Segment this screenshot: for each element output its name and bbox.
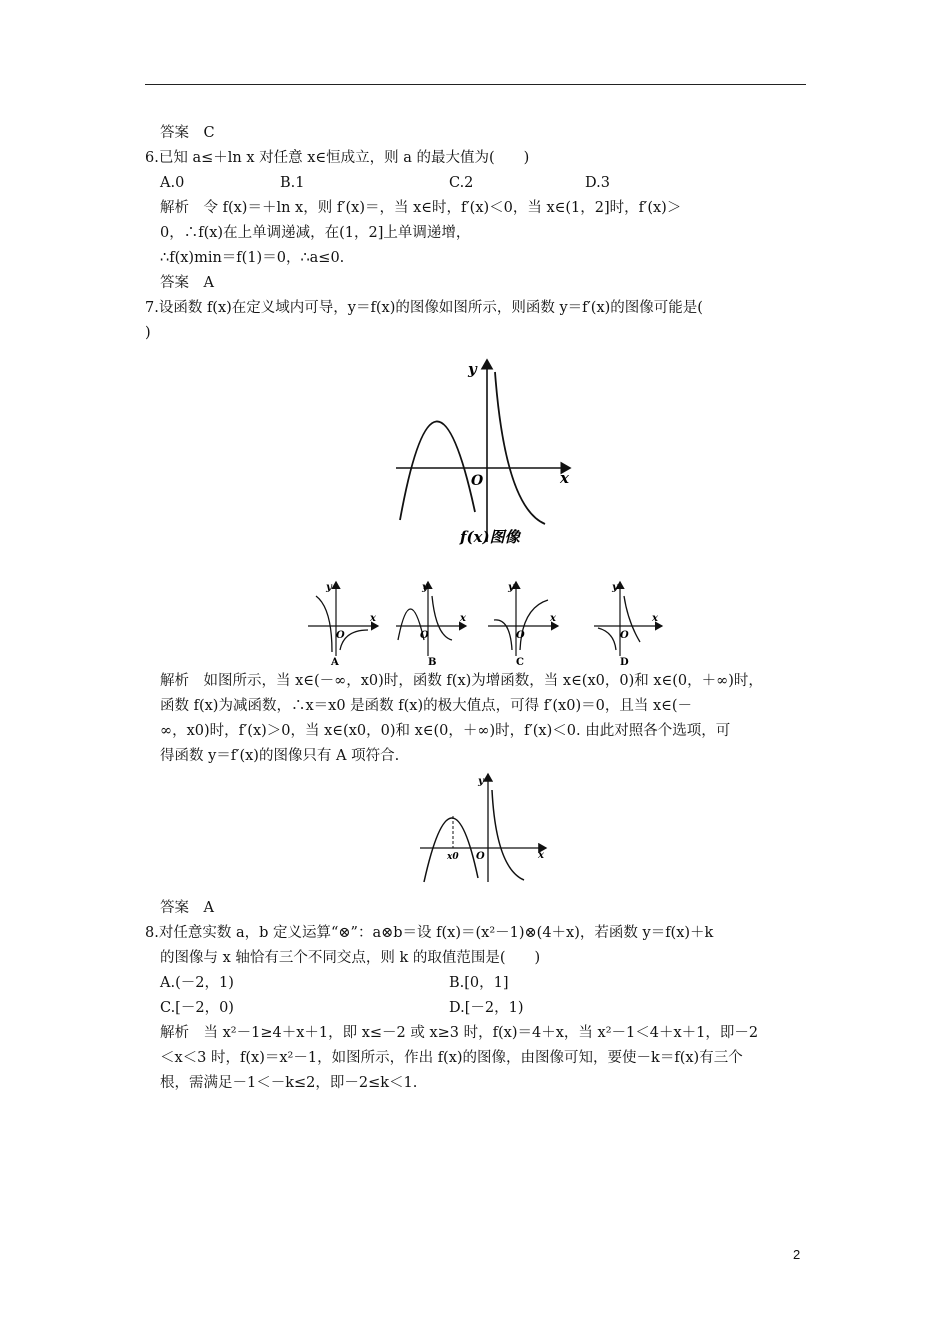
origin-label: O (476, 851, 485, 862)
q6-option-b: B.1 (280, 175, 305, 191)
q8-analysis-line: 根，需满足－1＜－k≤2，即－2≤k＜1. (160, 1075, 418, 1091)
axis-x-label: x (538, 850, 544, 861)
figure-caption: f(x)图像 (460, 528, 520, 546)
choice-label: B (428, 657, 437, 668)
q8-option-c: C.[－2，0) (160, 1000, 234, 1016)
axis-x-label: x (652, 613, 658, 624)
axis-x-label: x (560, 469, 569, 487)
q7-analysis-line: 函数 f(x)为减函数，∴x＝x0 是函数 f(x)的极大值点，可得 f′(x0)＝0，且当 x∈(－ (160, 698, 693, 714)
header-rule (145, 84, 806, 85)
axis-x-label: x (370, 613, 376, 624)
x0-label: x0 (447, 852, 459, 862)
q8-stem-line: 8.对任意实数 a，b 定义运算“⊗”：a⊗b＝设 f(x)＝(x²－1)⊗(4＋x)，若函数 y＝f(x)＋k (145, 925, 714, 941)
choice-label: C (516, 657, 524, 668)
q8-analysis-line: ＜x＜3 时，f(x)＝x²－1，如图所示，作出 f(x)的图像，由图像可知，要使－k＝f(x)有三个 (160, 1050, 743, 1066)
f-curve-right (495, 372, 545, 524)
curve-right (432, 596, 452, 640)
origin-label: O (620, 630, 629, 641)
origin-label: O (471, 473, 484, 489)
axis-y-label: y (508, 582, 514, 593)
curve-right (520, 600, 548, 650)
q6-analysis-line: ∴f(x)min＝f(1)＝0，∴a≤0. (160, 250, 345, 266)
q7-analysis-line: ∞，x0)时，f′(x)＞0，当 x∈(x0，0)和 x∈(0，＋∞)时，f′(x)＜0. 由此对照各个选项，可 (160, 723, 731, 739)
q8-analysis-line: 解析 当 x²－1≥4＋x＋1，即 x≤－2 或 x≥3 时，f(x)＝4＋x，当 x²－1＜4＋x＋1，即－2 (160, 1025, 759, 1041)
axis-y-label: y (326, 582, 332, 593)
choice-label: A (331, 657, 339, 668)
q7-choice-a-figure (306, 578, 382, 666)
axis-y-label: y (478, 776, 484, 787)
q7-analysis-line: 解析 如图所示，当 x∈(－∞，x0)时，函数 f(x)为增函数，当 x∈(x0，0)和 x∈(0，＋∞)时， (160, 673, 763, 689)
q6-analysis-line: 0，∴f(x)在上单调递减，在(1，2]上单调递增， (160, 225, 471, 241)
choice-label: D (620, 657, 629, 668)
curve-left (424, 818, 478, 882)
q7-choice-b-figure (394, 578, 470, 666)
axis-x-label: x (550, 613, 556, 624)
q6-stem: 6.已知 a≤＋ln x 对任意 x∈恒成立，则 a 的最大值为( ) (145, 150, 530, 166)
q7-stem-line: 7.设函数 f(x)在定义域内可导，y＝f(x)的图像如图所示，则函数 y＝f′(x)的图像可能是( (145, 300, 703, 316)
q8-stem-line: 的图像与 x 轴恰有三个不同交点，则 k 的取值范围是( ) (160, 950, 541, 966)
page-number: 2 (793, 1247, 801, 1262)
curve-left (494, 620, 512, 650)
q6-option-d: D.3 (585, 175, 610, 191)
q7-solution-figure (418, 770, 552, 888)
q8-option-b: B.[0，1] (449, 975, 509, 991)
curve-left (598, 628, 616, 650)
q6-analysis-line: 解析 令 f(x)＝＋ln x，则 f′(x)＝，当 x∈时，f′(x)＜0，当 x∈(1，2]时，f′(x)＞ (160, 200, 682, 216)
curve-right (492, 790, 524, 880)
origin-label: O (420, 630, 429, 641)
q7-choice-c-figure (486, 578, 562, 666)
q7-stem-line: ) (145, 325, 151, 341)
q7-choice-d-figure (592, 578, 668, 666)
q6-answer: 答案 A (160, 275, 214, 291)
axis-y-label: y (468, 360, 477, 378)
axis-x-label: x (460, 613, 466, 624)
q6-option-a: A.0 (160, 175, 185, 191)
q8-option-a: A.(－2，1) (160, 975, 234, 991)
q6-option-c: C.2 (449, 175, 474, 191)
axis-y-label: y (422, 582, 428, 593)
q8-option-d: D.[－2，1) (449, 1000, 524, 1016)
q7-main-figure (390, 352, 580, 552)
f-curve-left (400, 421, 475, 520)
q5-answer: 答案 C (160, 125, 215, 141)
curve-left (316, 596, 332, 652)
axis-y-label: y (612, 582, 618, 593)
origin-label: O (516, 630, 525, 641)
q7-answer: 答案 A (160, 900, 214, 916)
q7-analysis-line: 得函数 y＝f′(x)的图像只有 A 项符合. (160, 748, 400, 764)
origin-label: O (336, 630, 345, 641)
